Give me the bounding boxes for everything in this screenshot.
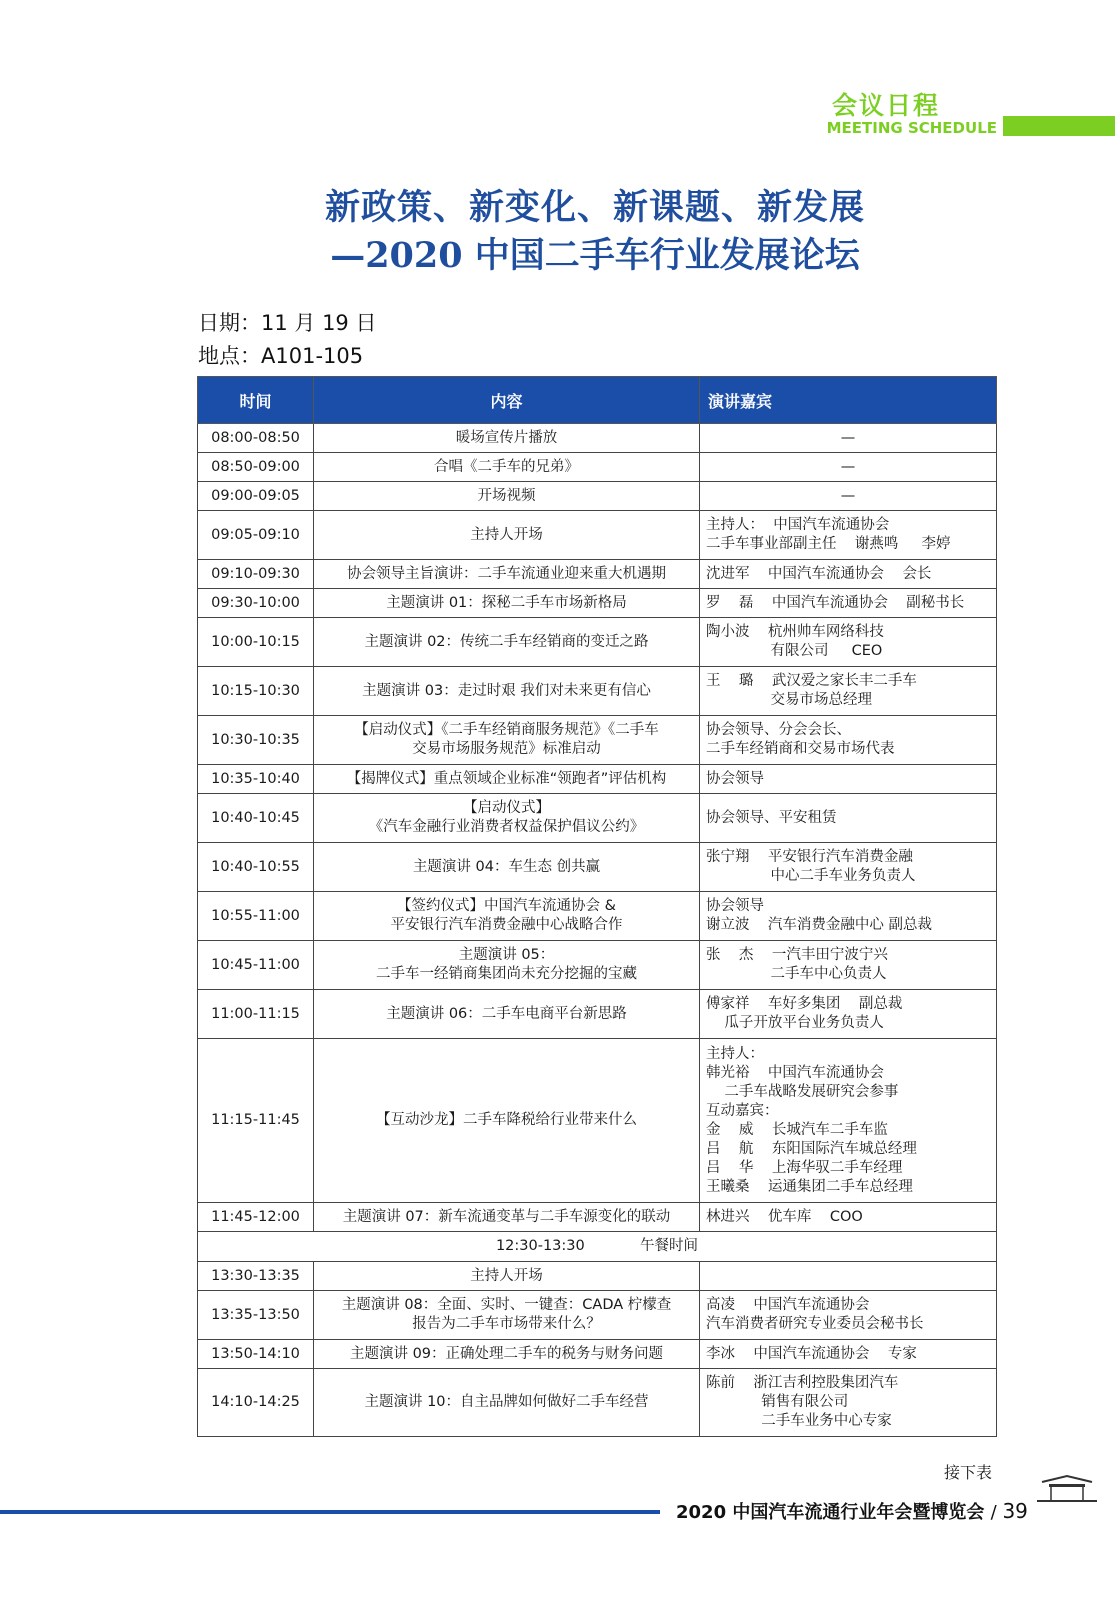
section-accent-bar <box>1003 116 1115 136</box>
row-content <box>314 1039 700 1203</box>
content-line: 主题演讲 04：车生态 创共赢 <box>412 858 601 875</box>
speaker-line: 协会领导、平安租赁 <box>706 809 837 826</box>
row-time: 11:45-12:00 <box>198 1203 314 1232</box>
page-title-line2: —2020 中国二手车行业发展论坛 <box>330 235 860 276</box>
row-speaker <box>700 589 997 618</box>
speaker-line: 韩光裕 中国汽车流通协会 <box>706 1064 884 1081</box>
lunch-row <box>198 1232 997 1262</box>
row-content <box>314 990 700 1039</box>
content-line: 报告为二手车市场带来什么？ <box>412 1316 601 1332</box>
header-content: 内容 <box>314 377 700 424</box>
table-row <box>198 716 997 765</box>
row-time: 10:40-10:45 <box>198 794 314 843</box>
event-venue: 地点：A101-105 <box>198 344 364 368</box>
table-row <box>198 618 997 667</box>
row-time: 13:35-13:50 <box>198 1291 314 1340</box>
content-line: 【启动仪式】 <box>463 800 550 816</box>
speaker-line: 傅家祥 车好多集团 副总裁 <box>706 996 903 1012</box>
row-content <box>314 1369 700 1437</box>
table-row <box>198 511 997 560</box>
speaker-line: 二手车经销商和交易市场代表 <box>706 741 895 757</box>
row-content <box>314 589 700 618</box>
content-line: 主持人开场 <box>470 1267 543 1284</box>
content-line: 开场视频 <box>477 487 536 504</box>
content-line: 主题演讲 09：正确处理二手车的税务与财务问题 <box>349 1345 664 1362</box>
table-row <box>198 589 997 618</box>
speaker-line: 协会领导、分会会长、 <box>706 722 851 738</box>
content-line: 《汽车金融行业消费者权益保护倡议公约》 <box>368 819 645 835</box>
content-line: 【签约仪式】中国汽车流通协会 & <box>397 898 616 914</box>
speaker-line: 主持人： 中国汽车流通协会 <box>706 517 890 533</box>
row-time: 14:10-14:25 <box>198 1369 314 1437</box>
speaker-line: 互动嘉宾： <box>706 1102 779 1119</box>
speaker-line: 李冰 中国汽车流通协会 专家 <box>706 1345 917 1362</box>
row-speaker <box>700 1340 997 1369</box>
row-content <box>314 794 700 843</box>
speaker-line: 陶小波 杭州帅车网络科技 <box>706 624 884 640</box>
row-time: 11:00-11:15 <box>198 990 314 1039</box>
speaker-line: 沈进军 中国汽车流通协会 会长 <box>706 565 932 582</box>
row-speaker <box>700 843 997 892</box>
row-speaker <box>700 667 997 716</box>
table-row <box>198 1203 997 1232</box>
speaker-line: 瓜子开放平台业务负责人 <box>706 1015 884 1031</box>
table-row <box>198 667 997 716</box>
row-time: 08:00-08:50 <box>198 424 314 453</box>
continued-note: 接下表 <box>944 1463 993 1482</box>
speaker-line: 吕 华 上海华驭二手车经理 <box>706 1159 903 1176</box>
speaker-line: 协会领导 <box>706 898 764 914</box>
table-header-row <box>198 377 997 424</box>
footer <box>676 1498 1028 1524</box>
row-speaker <box>700 1203 997 1232</box>
row-time: 13:30-13:35 <box>198 1262 314 1291</box>
row-time: 10:40-10:55 <box>198 843 314 892</box>
speaker-line: 交易市场总经理 <box>706 692 873 708</box>
section-title-cn: 会议日程 <box>831 91 940 120</box>
content-line: 暖场宣传片播放 <box>455 429 558 446</box>
content-line: 主题演讲 01：探秘二手车市场新格局 <box>386 594 627 611</box>
row-time: 10:30-10:35 <box>198 716 314 765</box>
row-speaker <box>700 794 997 843</box>
row-content <box>314 843 700 892</box>
speaker-line: 王 璐 武汉爱之家长丰二手车 <box>706 673 917 689</box>
table-row <box>198 794 997 843</box>
section-header <box>815 86 1115 146</box>
row-speaker <box>700 453 997 482</box>
row-speaker <box>700 1291 997 1340</box>
page-number: 39 <box>1002 1499 1028 1523</box>
row-content <box>314 941 700 990</box>
row-time: 09:30-10:00 <box>198 589 314 618</box>
row-content <box>314 716 700 765</box>
row-content <box>314 560 700 589</box>
table-row <box>198 1291 997 1340</box>
content-line: 交易市场服务规范》标准启动 <box>412 741 601 757</box>
row-content <box>314 667 700 716</box>
speaker-line: 金 威 长城汽车二手车监 <box>706 1121 888 1138</box>
table-row <box>198 843 997 892</box>
row-content <box>314 1291 700 1340</box>
speaker-line: 二手车事业部副主任 谢燕鸣 李婷 <box>706 536 951 552</box>
table-row <box>198 892 997 941</box>
page-title-line1: 新政策、新变化、新课题、新发展 <box>324 187 865 228</box>
row-time: 13:50-14:10 <box>198 1340 314 1369</box>
row-speaker <box>700 618 997 667</box>
row-content <box>314 511 700 560</box>
content-line: 主题演讲 03：走过时艰 我们对未来更有信心 <box>362 682 651 699</box>
row-content <box>314 1262 700 1291</box>
speaker-line: 汽车消费者研究专业委员会秘书长 <box>706 1316 924 1332</box>
table-row <box>198 560 997 589</box>
content-line: 平安银行汽车消费金融中心战略合作 <box>390 917 623 933</box>
speaker-line: 有限公司 CEO <box>706 643 883 659</box>
footer-separator: / <box>990 1502 1003 1523</box>
row-time: 10:00-10:15 <box>198 618 314 667</box>
row-content <box>314 765 700 794</box>
row-speaker <box>700 560 997 589</box>
table-row <box>198 941 997 990</box>
row-speaker <box>700 1369 997 1437</box>
row-content <box>314 482 700 511</box>
row-content <box>314 1340 700 1369</box>
speaker-line: — <box>840 487 856 504</box>
speaker-line: 吕 航 东阳国际汽车城总经理 <box>706 1140 917 1157</box>
schedule-table <box>197 376 997 1437</box>
footer-rule <box>0 1510 660 1514</box>
row-speaker <box>700 511 997 560</box>
row-content <box>314 453 700 482</box>
speaker-line: — <box>840 429 856 446</box>
content-line: 合唱《二手车的兄弟》 <box>434 458 579 475</box>
row-speaker <box>700 424 997 453</box>
row-time: 10:35-10:40 <box>198 765 314 794</box>
content-line: 【揭牌仪式】重点领域企业标准“领跑者”评估机构 <box>346 770 667 787</box>
row-time: 08:50-09:00 <box>198 453 314 482</box>
content-line: 主持人开场 <box>470 526 543 543</box>
table-row <box>198 1262 997 1291</box>
row-speaker <box>700 1039 997 1203</box>
row-speaker <box>700 941 997 990</box>
content-line: 主题演讲 05： <box>458 947 555 963</box>
row-speaker <box>700 1262 997 1291</box>
row-content <box>314 1203 700 1232</box>
row-time: 11:15-11:45 <box>198 1039 314 1203</box>
footer-title: 2020 中国汽车流通行业年会暨博览会 <box>676 1502 985 1523</box>
row-speaker <box>700 482 997 511</box>
header-time: 时间 <box>198 377 314 424</box>
row-time: 09:05-09:10 <box>198 511 314 560</box>
content-line: 【互动沙龙】二手车降税给行业带来什么 <box>376 1112 637 1128</box>
row-speaker <box>700 716 997 765</box>
row-speaker <box>700 765 997 794</box>
speaker-line: 罗 磊 中国汽车流通协会 副秘书长 <box>706 594 965 611</box>
speaker-line: 高凌 中国汽车流通协会 <box>706 1297 870 1313</box>
speaker-line: 主持人： <box>706 1045 764 1062</box>
lunch-cell: 12:30-13:30 午餐时间 <box>198 1232 997 1262</box>
row-content <box>314 892 700 941</box>
table-row <box>198 1340 997 1369</box>
content-line: 主题演讲 07：新车流通变革与二手车源变化的联动 <box>342 1208 671 1225</box>
table-row <box>198 424 997 453</box>
header-speaker: 演讲嘉宾 <box>700 377 997 424</box>
speaker-line: 王曦桑 运通集团二手车总经理 <box>706 1178 913 1195</box>
content-line: 二手车一经销商集团尚未充分挖掘的宝藏 <box>376 966 637 982</box>
speaker-line: 销售有限公司 <box>706 1394 849 1410</box>
table-row <box>198 1369 997 1437</box>
section-title-en: MEETING SCHEDULE <box>826 119 997 137</box>
speaker-line: 张 杰 一汽丰田宁波宁兴 <box>706 947 888 963</box>
table-row <box>198 990 997 1039</box>
content-line: 【启动仪式】《二手车经销商服务规范》《二手车 <box>354 722 659 738</box>
row-time: 10:45-11:00 <box>198 941 314 990</box>
content-line: 主题演讲 06：二手车电商平台新思路 <box>386 1005 627 1022</box>
event-date: 日期：11 月 19 日 <box>198 311 377 335</box>
row-time: 10:15-10:30 <box>198 667 314 716</box>
row-content <box>314 618 700 667</box>
content-line: 协会领导主旨演讲：二手车流通业迎来重大机遇期 <box>347 565 666 582</box>
speaker-line: 中心二手车业务负责人 <box>706 868 916 884</box>
table-row <box>198 482 997 511</box>
speaker-line: — <box>840 458 856 475</box>
row-content <box>314 424 700 453</box>
content-line: 主题演讲 08：全面、实时、一键查：CADA 柠檬查 <box>341 1297 672 1313</box>
table-row <box>198 765 997 794</box>
speaker-line: 陈前 浙江吉利控股集团汽车 <box>706 1375 899 1391</box>
speaker-line: 二手车中心负责人 <box>706 966 887 982</box>
speaker-line: 二手车业务中心专家 <box>706 1413 892 1429</box>
speaker-line: 谢立波 汽车消费金融中心 副总裁 <box>706 917 933 933</box>
content-line: 主题演讲 10：自主品牌如何做好二手车经营 <box>364 1394 649 1410</box>
row-time: 10:55-11:00 <box>198 892 314 941</box>
building-logo-icon <box>1037 1470 1097 1510</box>
speaker-line: 协会领导 <box>706 770 764 787</box>
row-time: 09:10-09:30 <box>198 560 314 589</box>
content-line: 主题演讲 02：传统二手车经销商的变迁之路 <box>364 633 649 650</box>
row-speaker <box>700 892 997 941</box>
table-row <box>198 1039 997 1203</box>
speaker-line: 张宁翔 平安银行汽车消费金融 <box>706 849 913 865</box>
row-speaker <box>700 990 997 1039</box>
table-row <box>198 453 997 482</box>
speaker-line: 林进兴 优车库 COO <box>706 1208 863 1225</box>
row-time: 09:00-09:05 <box>198 482 314 511</box>
speaker-line: 二手车战略发展研究会参事 <box>706 1083 899 1100</box>
